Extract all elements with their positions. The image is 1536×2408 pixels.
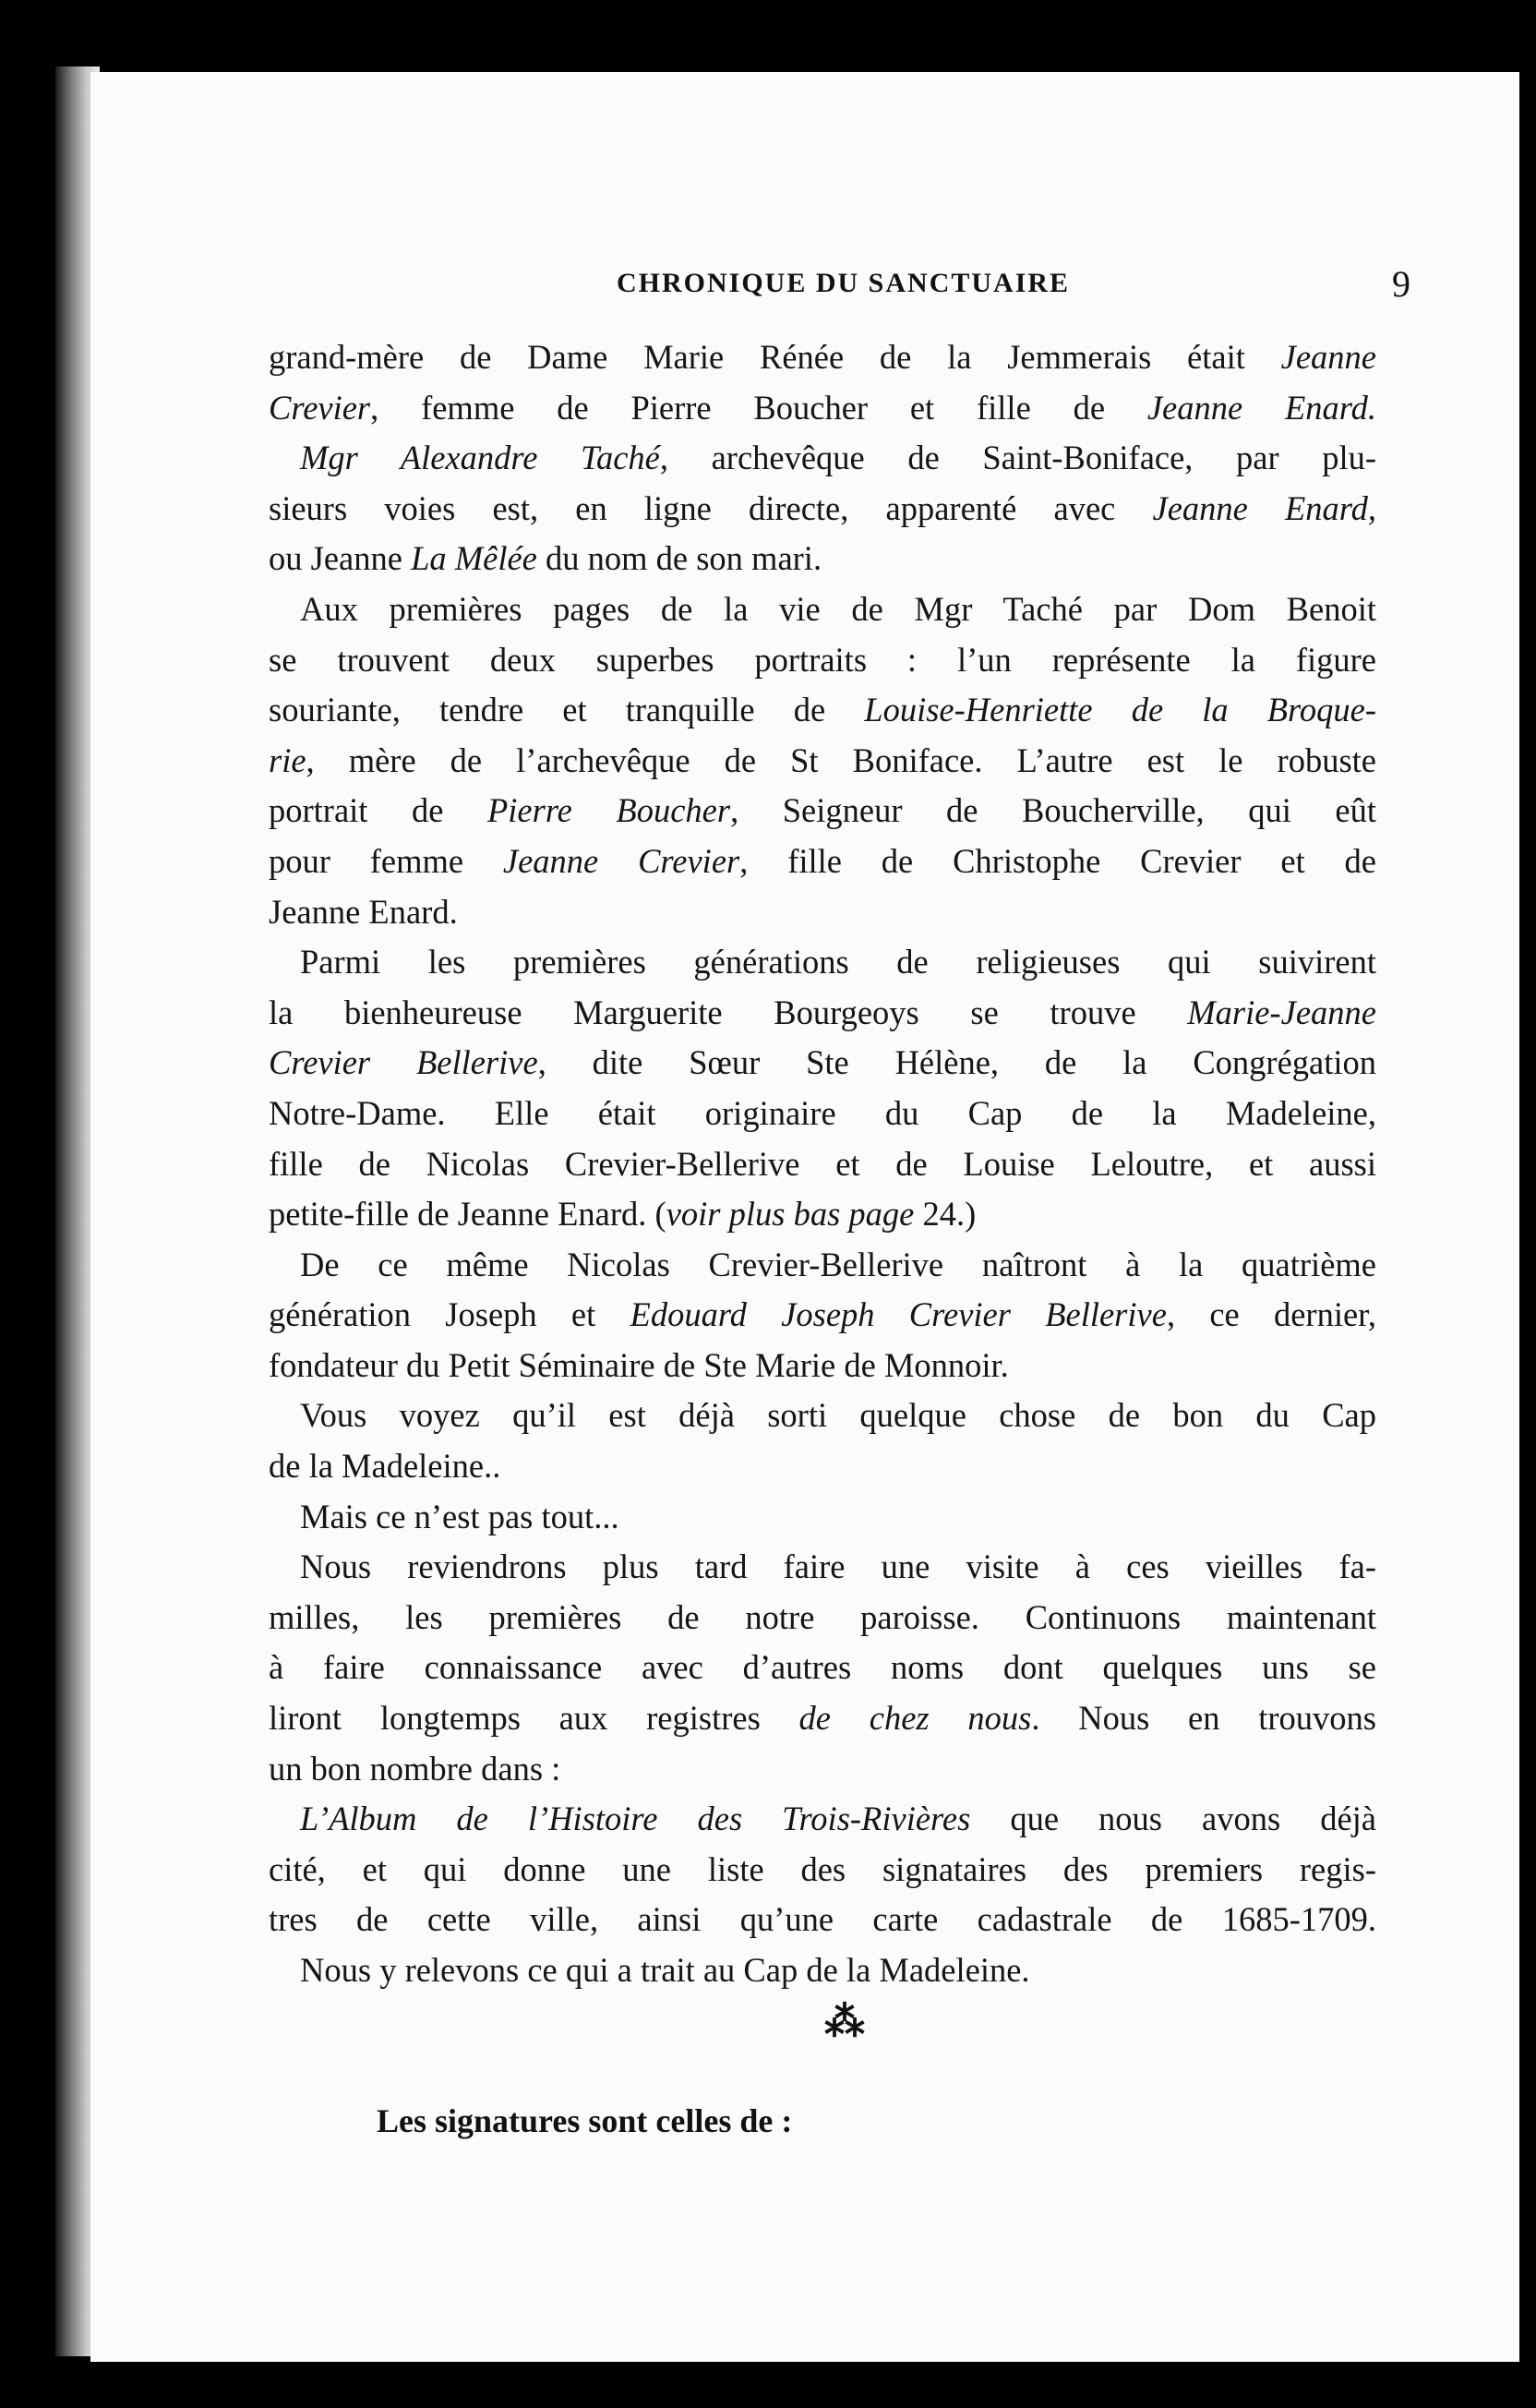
- text-run-italic: L’Album de l’Histoire des Trois-Rivières: [300, 1800, 971, 1838]
- text-line: [269, 1492, 1376, 1543]
- text-run: Nous y relevons ce qui a trait au Cap de la Madeleine.: [300, 1951, 1030, 1989]
- text-line: [269, 332, 1376, 383]
- section-separator-asterism: ⁂: [824, 1999, 865, 2044]
- text-line: [269, 1593, 1376, 1643]
- text-line: [269, 837, 1376, 887]
- text-run: se trouvent deux superbes portraits : l’un représente la figure: [269, 640, 1376, 679]
- text-run: grand-mère de Dame Marie Rénée de la Jemmerais était: [269, 338, 1281, 376]
- text-line: [269, 887, 1376, 938]
- text-line: [269, 1089, 1376, 1139]
- text-run: 24.): [914, 1195, 977, 1234]
- text-line: [269, 383, 1376, 434]
- text-run-italic: Jeanne Crevier: [502, 841, 740, 880]
- text-run-italic: Edouard Joseph Crevier Bellerive: [630, 1295, 1167, 1334]
- text-run-italic: Crevier: [269, 388, 371, 427]
- text-run: , femme de Pierre Boucher et fille de: [370, 388, 1147, 427]
- text-run: portrait de: [269, 791, 487, 830]
- text-run-italic: Pierre Boucher: [486, 791, 731, 830]
- text-run: souriante, tendre et tranquille de: [269, 691, 865, 729]
- running-head-title: CHRONIQUE DU SANCTUAIRE: [617, 268, 1071, 298]
- text-run-italic: Marie-Jeanne: [1187, 993, 1376, 1031]
- text-line: [269, 736, 1376, 787]
- text-run: un bon nombre dans :: [269, 1749, 561, 1788]
- text-run-italic: Mgr Alexandre Taché: [300, 439, 660, 477]
- text-run: Parmi les premières générations de religieuses qui suivirent: [300, 943, 1376, 981]
- signature-heading: Les signatures sont celles de :: [377, 2102, 793, 2139]
- text-run: , Seigneur de Boucherville, qui eût: [730, 791, 1377, 830]
- text-run: tres de cette ville, ainsi qu’une carte cadastrale de 1685-1709.: [269, 1900, 1376, 1939]
- text-run-italic: La Mêlée: [411, 539, 537, 578]
- text-run: , archevêque de Saint-Boniface, par plu-: [659, 439, 1377, 477]
- text-run: de la Madeleine..: [269, 1447, 501, 1486]
- text-run: Vous voyez qu’il est déjà sorti quelque chose de bon du Cap: [300, 1396, 1376, 1435]
- text-run: , fille de Christophe Crevier et de: [739, 841, 1376, 880]
- text-run: que nous avons déjà: [970, 1800, 1376, 1838]
- text-line: [269, 1139, 1376, 1190]
- text-line: [269, 534, 1376, 584]
- text-line: [269, 1290, 1376, 1341]
- text-run: , ce dernier,: [1166, 1295, 1376, 1334]
- text-run: . Nous en trouvons: [1031, 1699, 1376, 1738]
- text-line: [269, 1542, 1376, 1593]
- text-run: liront longtemps aux registres: [269, 1699, 799, 1738]
- text-run: fondateur du Petit Séminaire de Ste Marie de Monnoir.: [269, 1345, 1009, 1384]
- text-line: [269, 1341, 1376, 1391]
- text-run-italic: de chez nous: [798, 1699, 1032, 1738]
- text-run: du nom de son mari.: [536, 539, 822, 578]
- text-run: génération Joseph et: [269, 1295, 630, 1334]
- text-run-italic: rie: [269, 740, 306, 779]
- text-line: [269, 1945, 1376, 1996]
- text-run: Nous reviendrons plus tard faire une visite à ces vieilles fa-: [300, 1547, 1376, 1586]
- text-run: la bienheureuse Marguerite Bourgeoys se trouve: [269, 993, 1188, 1031]
- text-run: , dite Sœur Ste Hélène, de la Congrégation: [537, 1043, 1376, 1082]
- text-run-italic: Jeanne Enard.: [1146, 388, 1376, 427]
- text-run: cité, et qui donne une liste des signataires des premiers regis-: [269, 1849, 1376, 1888]
- text-line: [269, 1744, 1376, 1795]
- text-line: [269, 988, 1376, 1039]
- text-line: [269, 1794, 1376, 1845]
- text-run-italic: Crevier Bellerive: [269, 1043, 538, 1082]
- book-page: [90, 72, 1519, 2362]
- text-line: [269, 937, 1376, 988]
- text-run: petite-fille de Jeanne Enard. (: [269, 1195, 666, 1234]
- body-text: [269, 332, 1376, 1996]
- text-line: [269, 584, 1376, 635]
- text-line: [269, 1391, 1376, 1441]
- text-line: [269, 1643, 1376, 1693]
- text-run: Notre-Dame. Elle était originaire du Cap de la Madeleine,: [269, 1093, 1376, 1132]
- text-run: sieurs voies est, en ligne directe, apparenté avec: [269, 488, 1153, 527]
- page-number: 9: [1392, 263, 1410, 305]
- text-run: à faire connaissance avec d’autres noms dont quelques uns se: [269, 1648, 1376, 1687]
- text-run: Mais ce n’est pas tout...: [300, 1497, 619, 1535]
- text-line: [269, 484, 1376, 535]
- text-run: Aux premières pages de la vie de Mgr Taché par Dom Benoit: [300, 589, 1376, 628]
- text-run-italic: voir plus bas page: [666, 1195, 915, 1234]
- text-line: [269, 1441, 1376, 1492]
- text-line: [269, 1845, 1376, 1896]
- text-line: [269, 786, 1376, 837]
- text-run: Jeanne Enard.: [269, 892, 458, 931]
- text-line: [269, 1038, 1376, 1089]
- text-run: , mère de l’archevêque de St Boniface. L’autre est le robuste: [306, 740, 1376, 779]
- text-run: fille de Nicolas Crevier-Bellerive et de Louise Leloutre, et aussi: [269, 1144, 1376, 1183]
- text-run: milles, les premières de notre paroisse. Continuons maintenant: [269, 1597, 1376, 1636]
- text-run: pour femme: [269, 841, 503, 880]
- text-line: [269, 1240, 1376, 1291]
- text-run-italic: Jeanne Enard,: [1152, 488, 1377, 527]
- text-run-italic: Jeanne: [1280, 338, 1376, 376]
- text-run-italic: Louise-Henriette de la Broque-: [864, 691, 1376, 729]
- text-run: De ce même Nicolas Crevier-Bellerive naîtront à la quatrième: [300, 1245, 1376, 1283]
- text-line: [269, 1895, 1376, 1945]
- text-line: [269, 685, 1376, 736]
- text-run: ou Jeanne: [269, 539, 412, 578]
- text-line: [269, 1189, 1376, 1240]
- text-line: [269, 635, 1376, 686]
- text-line: [269, 1693, 1376, 1744]
- text-line: [269, 433, 1376, 484]
